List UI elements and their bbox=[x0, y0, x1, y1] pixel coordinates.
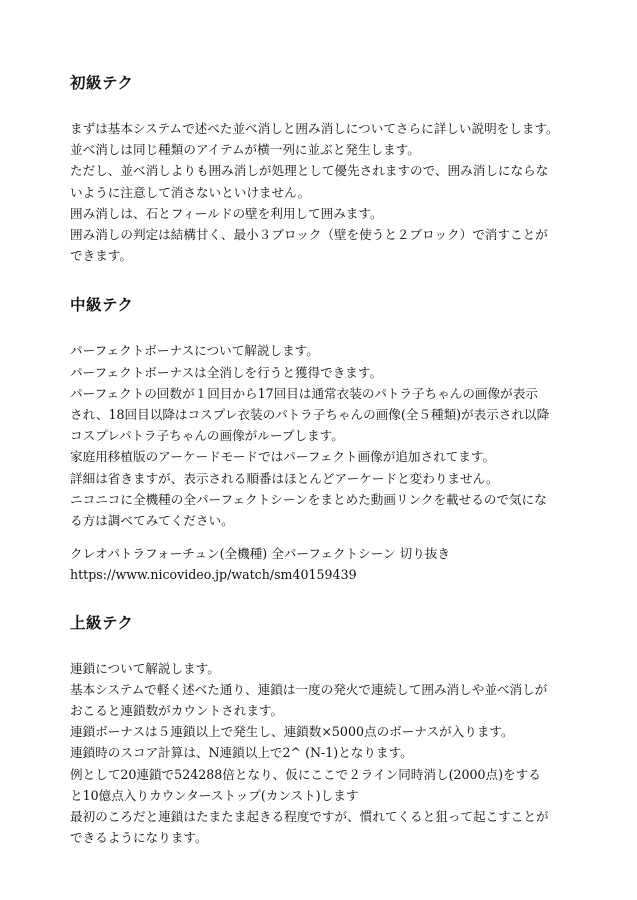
paragraph-line: コスプレパトラ子ちゃんの画像がループします。 bbox=[70, 428, 344, 444]
video-url: https://www.nicovideo.jp/watch/sm40159439 bbox=[70, 567, 357, 583]
paragraph-line: 並べ消しは同じ種類のアイテムが横一列に並ぶと発生します。 bbox=[70, 142, 420, 158]
section-body bbox=[70, 340, 581, 585]
paragraph-line: され、18回目以降はコスプレ衣装のパトラ子ちゃんの画像(全５種類)が表示され以降 bbox=[70, 407, 550, 423]
section-body bbox=[70, 118, 581, 266]
paragraph-line: と10億点入りカウンターストップ(カンスト)します bbox=[70, 787, 359, 803]
paragraph-line: 連鎖ボーナスは５連鎖以上で発生し、連鎖数×5000点のボーナスが入ります。 bbox=[70, 724, 514, 740]
section-heading: 中級テク bbox=[70, 296, 134, 315]
paragraph-line: ただし、並べ消しよりも囲み消しが処理として優先されますので、囲み消しにならな bbox=[70, 163, 549, 179]
paragraph-line: おこると連鎖数がカウントされます。 bbox=[70, 703, 284, 719]
paragraph-line: まずは基本システムで述べた並べ消しと囲み消しについてさらに詳しい説明をします。 bbox=[70, 121, 559, 136]
paragraph-line: パーフェクトの回数が１回目から17回目は通常衣装のパトラ子ちゃんの画像が表示 bbox=[70, 385, 538, 401]
paragraph-line: できます。 bbox=[70, 248, 132, 264]
paragraph-line: できるようになります。 bbox=[70, 830, 208, 846]
paragraph-line: 最初のころだと連鎖はたまたま起きる程度ですが、慣れてくると狙って起こすことが bbox=[70, 809, 549, 825]
paragraph-line: いように注意して消さないといけません。 bbox=[70, 184, 311, 200]
section-heading: 上級テク bbox=[70, 613, 134, 632]
video-title: クレオパトラフォーチュン(全機種) 全パーフェクトシーン 切り抜き bbox=[70, 546, 451, 562]
paragraph-line: 連鎖時のスコア計算は、N連鎖以上で2^ (N-1)となります。 bbox=[70, 745, 413, 761]
section-heading: 初級テク bbox=[70, 74, 134, 92]
section-intermediate bbox=[70, 294, 581, 585]
paragraph-line: 連鎖について解説します。 bbox=[70, 660, 220, 676]
section-advanced bbox=[70, 612, 581, 849]
paragraph-line: 家庭用移植版のアーケードモードではパーフェクト画像が追加されてます。 bbox=[70, 449, 496, 465]
paragraph-line: パーフェクトボーナスについて解説します。 bbox=[70, 343, 319, 359]
paragraph-line: 基本システムで軽く述べた通り、連鎖は一度の発火で連続して囲み消しや並べ消しが bbox=[70, 681, 548, 697]
paragraph-line: 囲み消しの判定は結構甘く、最小３ブロック（壁を使うと２ブロック）で消すことが bbox=[70, 227, 548, 243]
paragraph-line: パーフェクトボーナスは全消しを行うと獲得できます。 bbox=[70, 364, 383, 380]
paragraph-gap bbox=[70, 531, 581, 543]
paragraph-line: 詳細は省きますが、表示される順番はほとんどアーケードと変わりません。 bbox=[70, 470, 499, 486]
paragraph-line: 囲み消しは、石とフィールドの壁を利用して囲みます。 bbox=[70, 205, 383, 221]
section-body bbox=[70, 658, 581, 849]
paragraph-line: ニコニコに全機種の全パーフェクトシーンをまとめた動画リンクを載せるので気にな bbox=[70, 491, 547, 507]
paragraph-line: る方は調べてみてください。 bbox=[70, 513, 234, 529]
paragraph-line: 例として20連鎖で524288倍となり、仮にここで２ライン同時消し(2000点)をする bbox=[70, 766, 541, 782]
section-beginner bbox=[70, 72, 581, 266]
